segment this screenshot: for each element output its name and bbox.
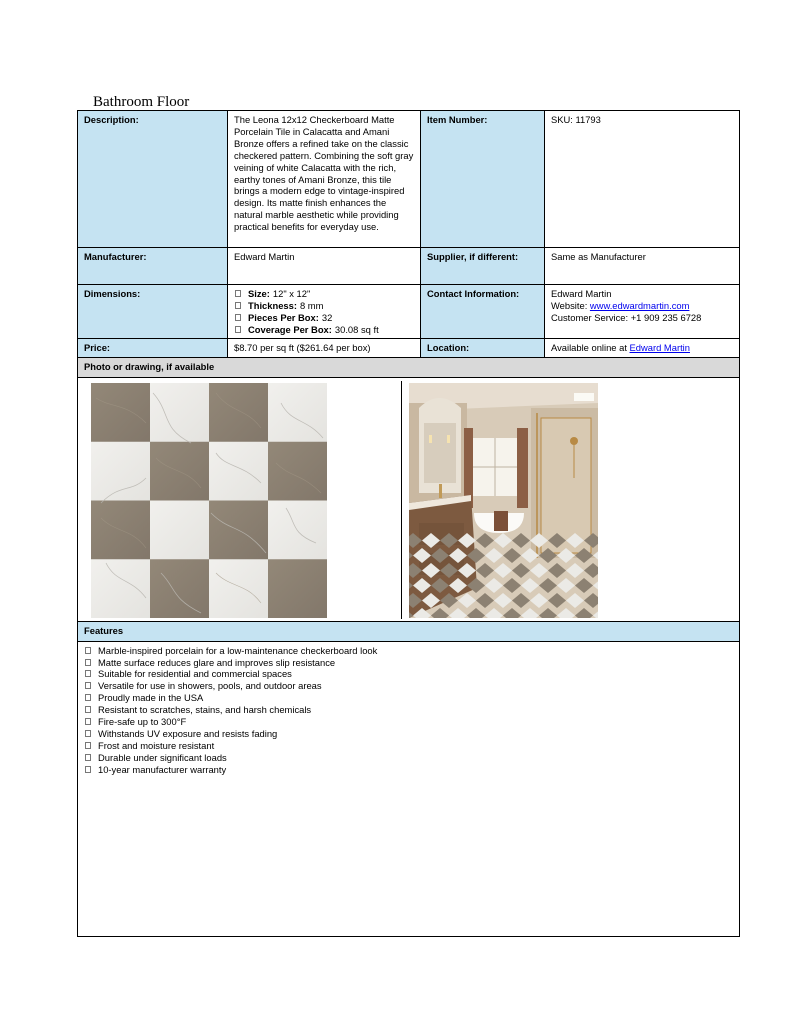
dimensions-row bbox=[78, 285, 740, 339]
features-section-header: Features bbox=[78, 621, 740, 641]
location-link[interactable]: Edward Martin bbox=[629, 341, 690, 353]
feature-item: 10-year manufacturer warranty bbox=[84, 764, 733, 776]
contact-info-value bbox=[545, 285, 740, 339]
manufacturer-label: Manufacturer: bbox=[78, 248, 228, 285]
features-row bbox=[78, 641, 740, 936]
feature-item: Proudly made in the USA bbox=[84, 692, 733, 704]
checkbox-bullet-icon bbox=[85, 754, 91, 761]
price-label: Price: bbox=[78, 338, 228, 357]
features-list bbox=[84, 645, 733, 776]
photo-row bbox=[78, 377, 740, 621]
feature-item: Suitable for residential and commercial spaces bbox=[84, 668, 733, 680]
checkbox-bullet-icon bbox=[85, 742, 91, 749]
price-value: $8.70 per sq ft ($261.64 per box) bbox=[228, 338, 421, 357]
photo-cell bbox=[78, 377, 740, 621]
customer-service: Customer Service: +1 909 235 6728 bbox=[551, 311, 702, 323]
feature-item: Durable under significant loads bbox=[84, 752, 733, 764]
checkbox-bullet-icon bbox=[85, 730, 91, 737]
checkbox-bullet-icon bbox=[85, 659, 91, 666]
checkbox-bullet-icon bbox=[85, 647, 91, 654]
dimension-item: Size: 12" x 12" bbox=[234, 288, 414, 300]
contact-info-label: Contact Information: bbox=[421, 285, 545, 339]
checkbox-bullet-icon bbox=[85, 670, 91, 677]
checkbox-bullet-icon bbox=[235, 290, 241, 297]
checkbox-bullet-icon bbox=[85, 706, 91, 713]
feature-item: Fire-safe up to 300°F bbox=[84, 716, 733, 728]
checkbox-bullet-icon bbox=[235, 326, 241, 333]
supplier-value: Same as Manufacturer bbox=[545, 248, 740, 285]
photo-section-header: Photo or drawing, if available bbox=[78, 357, 740, 377]
feature-item: Frost and moisture resistant bbox=[84, 740, 733, 752]
checkbox-bullet-icon bbox=[235, 314, 241, 321]
description-label: Description: bbox=[78, 111, 228, 248]
photo-divider bbox=[401, 381, 402, 619]
price-row bbox=[78, 338, 740, 357]
description-text: The Leona 12x12 Checkerboard Matte Porcelain Tile in Calacatta and Amani Bronze offers a refined take on the classic checkered pattern. Combining the soft gray veining of white Calacatta with the rich, earthy tones of Amani Bronze, this tile brings a modern edge to vintage-inspired design. Its matte finish enhances the natural marble aesthetic while providing practical benefits for everyday use. bbox=[228, 111, 421, 248]
contact-name: Edward Martin bbox=[551, 288, 612, 299]
dimension-item: Thickness: 8 mm bbox=[234, 300, 414, 312]
location-label: Location: bbox=[421, 338, 545, 357]
product-spec-table bbox=[77, 110, 740, 937]
manufacturer-row bbox=[78, 248, 740, 285]
supplier-label: Supplier, if different: bbox=[421, 248, 545, 285]
dimensions-list bbox=[234, 288, 414, 336]
website-link[interactable]: www.edwardmartin.com bbox=[589, 299, 690, 311]
manufacturer-value: Edward Martin bbox=[228, 248, 421, 285]
page-title: Bathroom Floor bbox=[93, 94, 190, 110]
features-section-header-row bbox=[78, 621, 740, 641]
contact-website: Website: www.edwardmartin.com bbox=[551, 299, 690, 311]
dimension-item: Coverage Per Box: 30.08 sq ft bbox=[234, 324, 414, 336]
item-number-value: SKU: 11793 bbox=[545, 111, 740, 248]
feature-item: Withstands UV exposure and resists fading bbox=[84, 728, 733, 740]
dimensions-list-cell bbox=[228, 285, 421, 339]
checkbox-bullet-icon bbox=[85, 766, 91, 773]
dimensions-label: Dimensions: bbox=[78, 285, 228, 339]
checkbox-bullet-icon bbox=[85, 718, 91, 725]
location-value: Available online at Edward Martin bbox=[545, 338, 740, 357]
checkbox-bullet-icon bbox=[85, 694, 91, 701]
description-row bbox=[78, 111, 740, 248]
feature-item: Resistant to scratches, stains, and harsh chemicals bbox=[84, 704, 733, 716]
features-cell bbox=[78, 641, 740, 936]
feature-item: Versatile for use in showers, pools, and outdoor areas bbox=[84, 680, 733, 692]
feature-item: Matte surface reduces glare and improves slip resistance bbox=[84, 657, 733, 669]
bathroom-scene-image bbox=[409, 383, 598, 618]
dimension-item: Pieces Per Box: 32 bbox=[234, 312, 414, 324]
photo-section-header-row bbox=[78, 357, 740, 377]
item-number-label: Item Number: bbox=[421, 111, 545, 248]
checkbox-bullet-icon bbox=[235, 302, 241, 309]
feature-item: Marble-inspired porcelain for a low-maintenance checkerboard look bbox=[84, 645, 733, 657]
checkerboard-tile-image bbox=[91, 383, 327, 618]
checkbox-bullet-icon bbox=[85, 682, 91, 689]
